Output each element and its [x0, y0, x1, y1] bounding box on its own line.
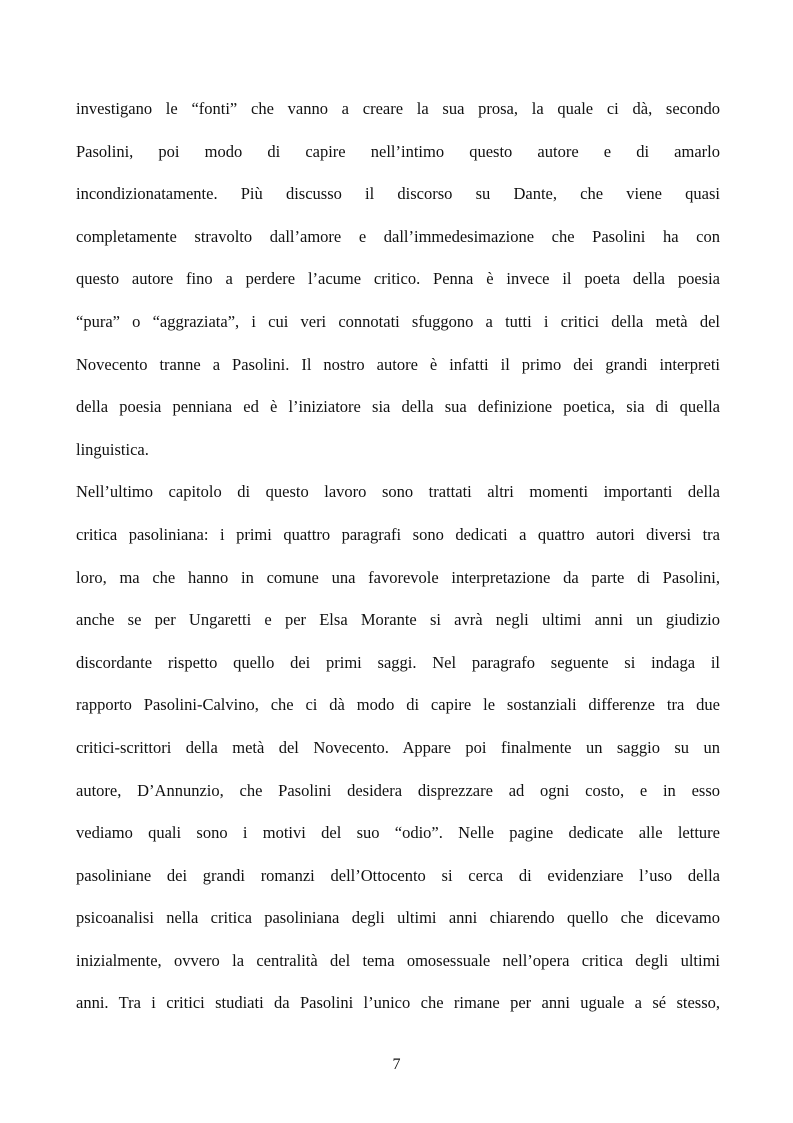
text-line: Novecento tranne a Pasolini. Il nostro autore è infatti il primo dei grandi interpreti	[76, 354, 720, 374]
text-line: anche se per Ungaretti e per Elsa Morante si avrà negli ultimi anni un giudizio	[76, 610, 720, 630]
text-line: rapporto Pasolini-Calvino, che ci dà modo di capire le sostanziali differenze tra due	[76, 695, 720, 715]
text-line: Nell’ultimo capitolo di questo lavoro sono trattati altri momenti importanti della	[76, 482, 720, 502]
text-line: investigano le “fonti” che vanno a creare la sua prosa, la quale ci dà, secondo	[76, 99, 720, 118]
text-line: questo autore fino a perdere l’acume critico. Penna è invece il poeta della poesia	[76, 269, 720, 289]
text-line: psicoanalisi nella critica pasoliniana degli ultimi anni chiarendo quello che dicevamo	[76, 908, 720, 928]
text-line: incondizionatamente. Più discusso il discorso su Dante, che viene quasi	[76, 184, 720, 204]
text-line: critica pasoliniana: i primi quattro paragrafi sono dedicati a quattro autori diversi tra	[76, 524, 720, 544]
text-line: completamente stravolto dall’amore e dall’immedesimazione che Pasolini ha con	[76, 226, 720, 246]
text-line: autore, D’Annunzio, che Pasolini desidera disprezzare ad ogni costo, e in esso	[76, 780, 720, 800]
text-line: “pura” o “aggraziata”, i cui veri connotati sfuggono a tutti i critici della metà del	[76, 311, 720, 331]
text-line: inizialmente, ovvero la centralità del tema omosessuale nell’opera critica degli ultimi	[76, 950, 720, 970]
text-line: loro, ma che hanno in comune una favorevole interpretazione da parte di Pasolini,	[76, 567, 720, 587]
text-line: critici-scrittori della metà del Novecento. Appare poi finalmente un saggio su un	[76, 737, 720, 757]
text-line: linguistica.	[76, 439, 149, 459]
text-line: pasoliniane dei grandi romanzi dell’Ottocento si cerca di evidenziare l’uso della	[76, 865, 720, 885]
page-number: 7	[392, 1056, 401, 1073]
text-line: vediamo quali sono i motivi del suo “odio”. Nelle pagine dedicate alle letture	[76, 823, 720, 843]
text-line: discordante rispetto quello dei primi saggi. Nel paragrafo seguente si indaga il	[76, 652, 720, 672]
text-line: anni. Tra i critici studiati da Pasolini l’unico che rimane per anni uguale a sé stesso,	[76, 993, 720, 1013]
body-text	[76, 88, 720, 1025]
text-line: Pasolini, poi modo di capire nell’intimo questo autore e di amarlo	[76, 141, 720, 161]
text-line: della poesia penniana ed è l’iniziatore sia della sua definizione poetica, sia di quella	[76, 397, 720, 417]
